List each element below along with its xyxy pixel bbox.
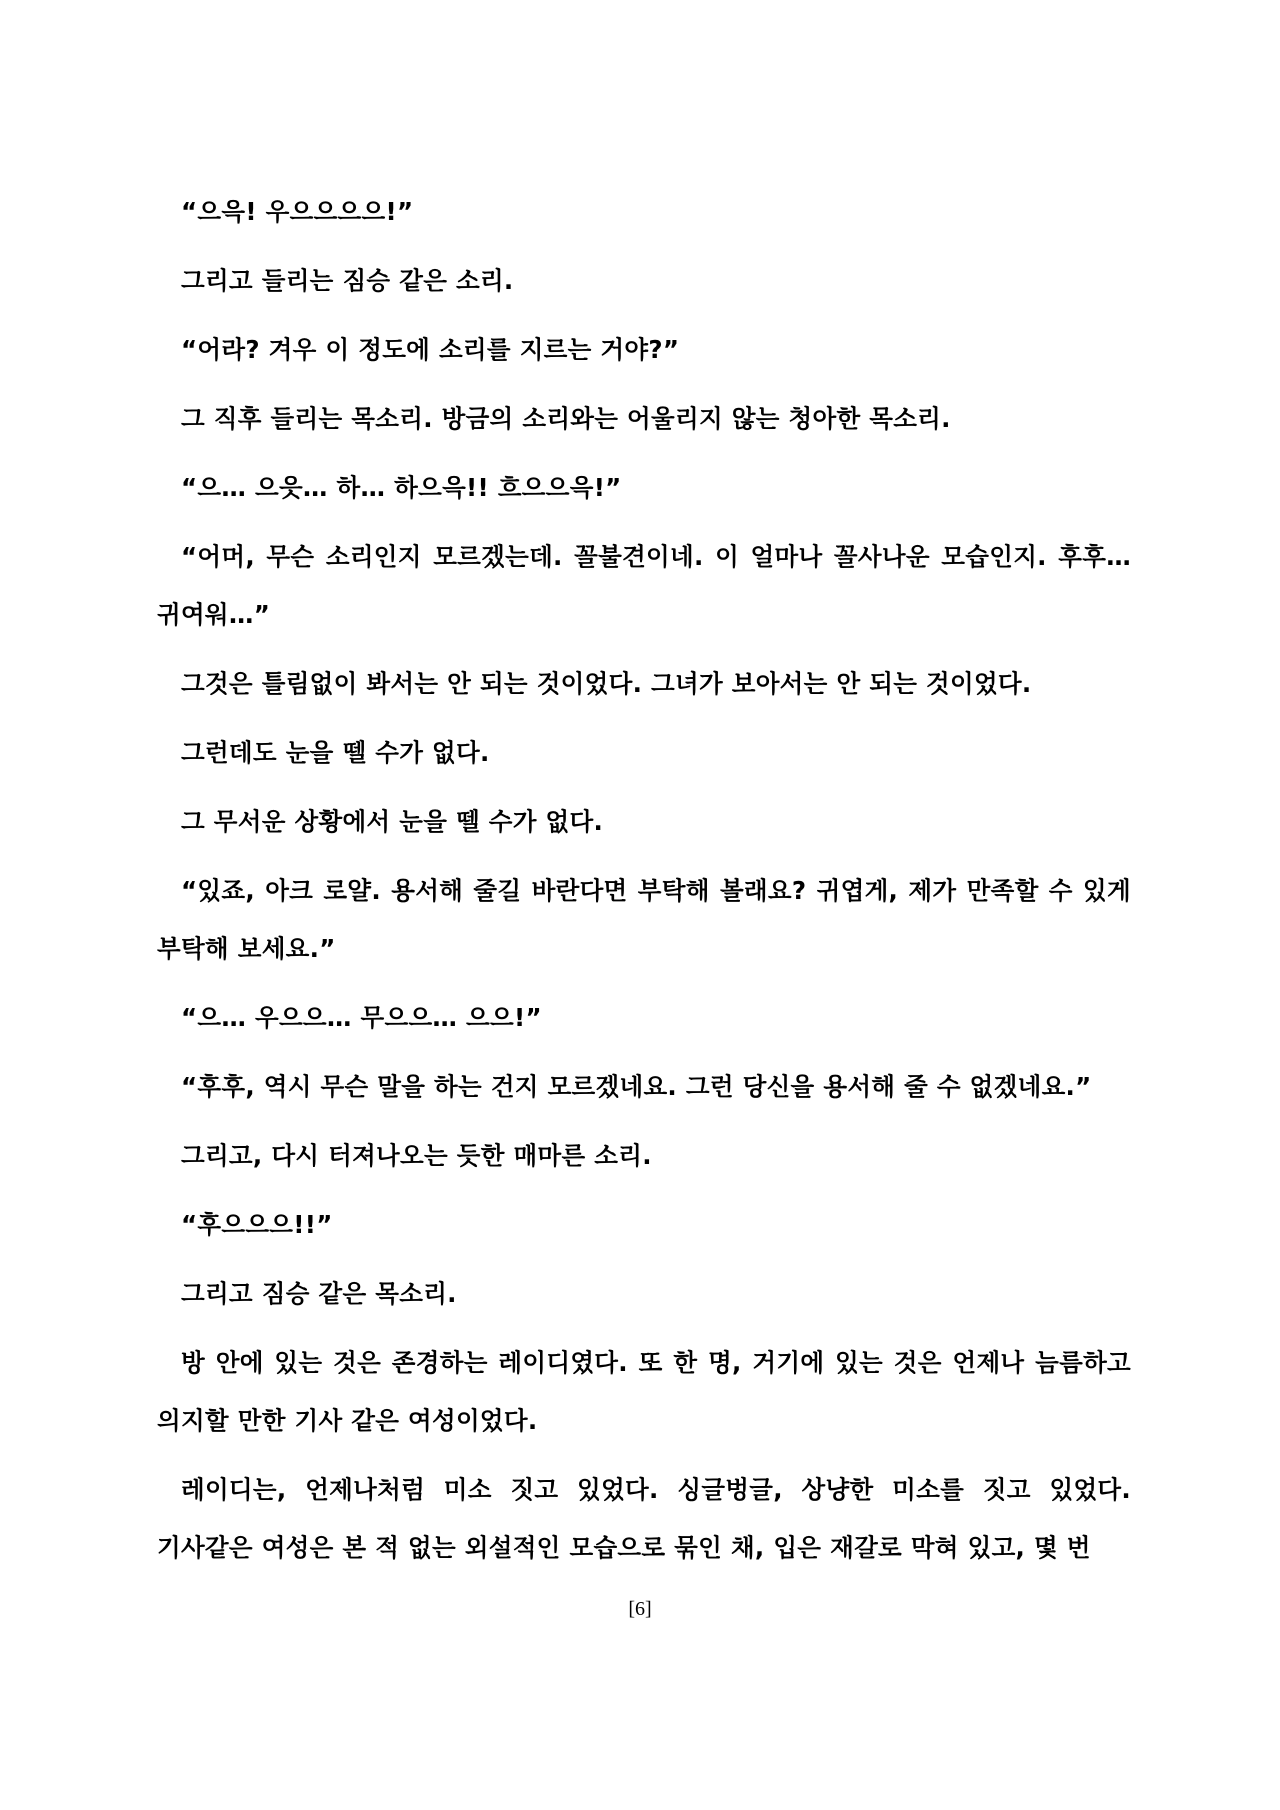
page-number: [6] (628, 1598, 652, 1620)
paragraph: 그것은 틀림없이 봐서는 안 되는 것이었다. 그녀가 보아서는 안 되는 것이었다. (181, 669, 1032, 698)
paragraph: “후으으으!!” (181, 1210, 333, 1239)
paragraph: “으윽! 우으으으으!” (181, 197, 414, 226)
paragraph: 그런데도 눈을 뗄 수가 없다. (181, 738, 490, 767)
paragraph: “어라? 겨우 이 정도에 소리를 지르는 거야?” (181, 335, 680, 364)
body-text (157, 183, 1131, 1588)
paragraph: “어머, 무슨 소리인지 모르겠는데. 꼴불견이네. 이 얼마나 꼴사나운 모습인지. 후후… 귀여워…” (157, 542, 1131, 629)
paragraph: “있죠, 아크 로얄. 용서해 줄길 바란다면 부탁해 볼래요? 귀엽게, 제가 만족할 수 있게 부탁해 보세요.” (157, 876, 1131, 963)
paragraph: 방 안에 있는 것은 존경하는 레이디였다. 또 한 명, 거기에 있는 것은 언제나 늠름하고 의지할 만한 기사 같은 여성이었다. (157, 1348, 1131, 1435)
paragraph: “후후, 역시 무슨 말을 하는 건지 모르겠네요. 그런 당신을 용서해 줄 수 없겠네요.” (181, 1072, 1092, 1101)
paragraph: 레이디는, 언제나처럼 미소 짓고 있었다. 싱글벙글, 상냥한 미소를 짓고 있었다. 기사같은 여성은 본 적 없는 외설적인 모습으로 묶인 채, 입은 재갈로 막혀 있고, 몇 번 (157, 1475, 1131, 1562)
paragraph: “으… 으읏… 하… 하으윽!! 흐으으윽!” (181, 473, 622, 502)
paragraph: 그리고 들리는 짐승 같은 소리. (181, 266, 514, 295)
paragraph: 그 무서운 상황에서 눈을 뗄 수가 없다. (181, 807, 604, 836)
paragraph: 그리고 짐승 같은 목소리. (181, 1279, 457, 1308)
paragraph: 그 직후 들리는 목소리. 방금의 소리와는 어울리지 않는 청아한 목소리. (181, 404, 951, 433)
paragraph: “으… 우으으… 무으으… 으으!” (181, 1003, 542, 1032)
paragraph: 그리고, 다시 터져나오는 듯한 매마른 소리. (181, 1141, 652, 1170)
